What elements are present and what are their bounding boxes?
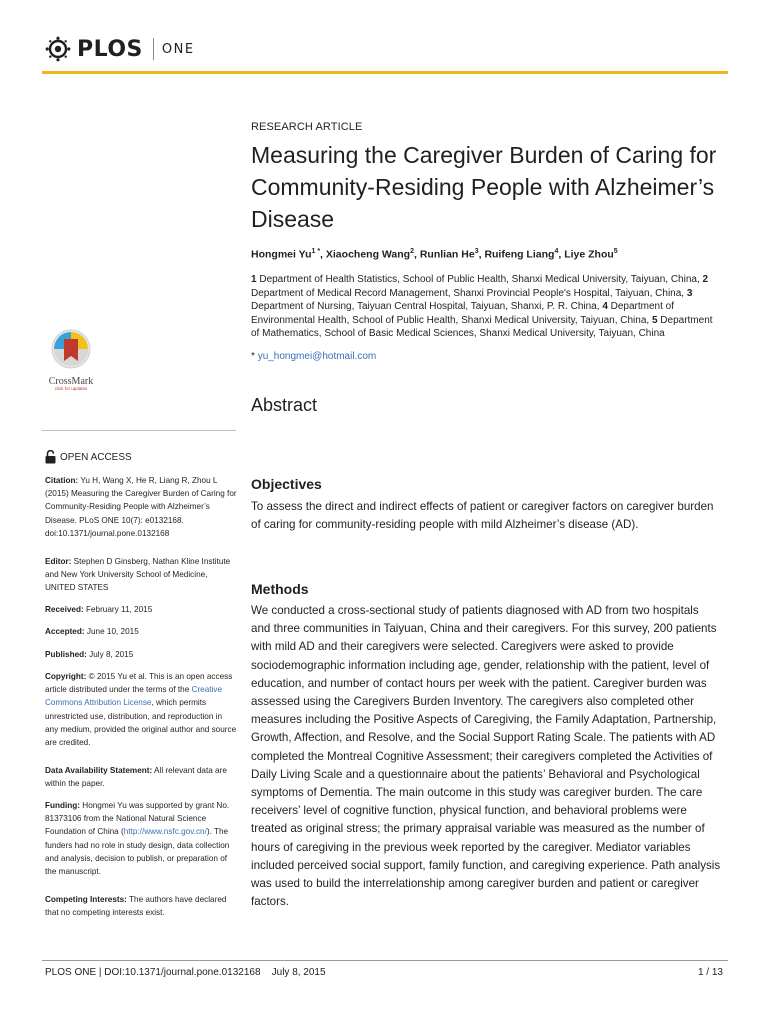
author-name[interactable]: Liye Zhou: [564, 248, 614, 261]
email-marker: *: [251, 351, 255, 362]
footer-doi: PLOS ONE | DOI:10.1371/journal.pone.0132168 July 8, 2015: [45, 967, 326, 978]
author-separator: ,: [558, 248, 565, 261]
competing-interests-label: Competing Interests:: [45, 895, 127, 904]
editor-label: Editor:: [45, 557, 72, 566]
article-type: RESEARCH ARTICLE: [251, 121, 363, 133]
copyright-text: © 2015 Yu et al. This is an open access article distributed under the terms of the: [45, 672, 233, 695]
affiliation-text: Department of Medical Record Management, Shanxi Provincial People's Hospital, Taiyuan, China,: [251, 287, 687, 299]
affiliation-number: 2: [702, 274, 709, 285]
affiliation-text: Department of Mathematics, School of Basic Medical Sciences, Shanxi Medical University, Taiyuan, China: [251, 314, 713, 340]
affiliation-text: Department of Nursing, Taiyuan Central Hospital, Taiyuan, Shanxi, P. R. China,: [251, 301, 603, 313]
objectives-text: To assess the direct and indirect effects of patient or caregiver factors on caregiver burden of caring for community-residing people with mild Alzheimer’s disease (AD).: [251, 500, 714, 532]
received-label: Received:: [45, 605, 84, 614]
plos-one-logo[interactable]: [45, 34, 195, 64]
sidebar-divider: [42, 430, 236, 431]
author-affiliation-sup: 2: [410, 248, 414, 255]
copyright-block: [45, 670, 237, 749]
author-affiliation-sup: 4: [554, 248, 559, 255]
crossmark-label: CrossMark: [48, 376, 94, 387]
accepted-block: [45, 625, 237, 638]
logo-brand-sub: ONE: [161, 41, 195, 57]
author-name[interactable]: Ruifeng Liang: [484, 248, 555, 261]
published-date: July 8, 2015: [86, 650, 134, 659]
affiliation-number: 3: [686, 287, 693, 299]
copyright-text-end: , which permits unrestricted use, distribution, and reproduction in any medium, provided the original author and source are credited.: [45, 698, 237, 748]
corresponding-email: [251, 351, 721, 362]
logo-divider: [153, 38, 154, 60]
abstract-heading: Abstract: [251, 395, 318, 415]
author-name[interactable]: Xiaocheng Wang: [325, 248, 411, 261]
author-separator: ,: [320, 248, 326, 261]
logo-brand: PLOS: [77, 36, 143, 62]
author-name[interactable]: Runlian He: [419, 248, 475, 261]
received-block: [45, 603, 237, 616]
crossmark-icon: [45, 328, 97, 370]
affiliation-number: 4: [602, 301, 608, 313]
methods-text: We conducted a cross-sectional study of patients diagnosed with AD from two hospitals and three communities in Taiyuan, China and their caregivers. For this survey, 200 patients with mild AD and their caregivers were selected. Caregivers were asked to provide sociodemographic information including age, gender, relationship with the patient, level of education, and number of contact hours per week with the patient. Caregiver burden was assessed using the Caregivers Burden Inventory. The caregivers also completed other measures including the Positive Aspects of Caregiving, the Family Adaptation, Partnership, Growth, Affection, and Resolve, and the Social Support Rating Scale. The patients with AD completed the Montreal Cognitive Assessment; their caregivers completed the Activities of Daily Living Scale and a questionnaire about the patients’ Behavioral and Psychological symptoms of Dementia. The main outcome in this study was caregiver burden. The care receivers’ level of cognitive function, physical function, and behavioral problems were treated as original stress; the primary appraisal variable was measured as the number of hours of caregiving in the previous week reported by the caregiver. Mediator variables included perceived social support, family function, and caregiving experience. Path analysis was used to build the interrelationship among caregiver burden and patient or caregiver factors.: [251, 604, 721, 909]
data-availability-label: Data Availability Statement:: [45, 766, 153, 775]
affiliation-number: 1: [251, 274, 257, 285]
crossmark-badge[interactable]: [45, 328, 97, 391]
citation-block: [45, 474, 237, 540]
author-affiliation-sup: 1 *: [311, 248, 321, 255]
objectives-heading: Objectives: [251, 476, 322, 492]
email-link[interactable]: yu_hongmei@hotmail.com: [257, 351, 377, 362]
author-list: [251, 248, 721, 261]
author-separator: ,: [414, 248, 420, 261]
received-date: February 11, 2015: [83, 605, 153, 614]
affiliation-text: Department of Environmental Health, School of Public Health, Shanxi Medical University, Taiyuan, China,: [251, 301, 675, 326]
citation-label: Citation:: [45, 476, 79, 485]
open-access: [45, 450, 132, 464]
accepted-date: June 10, 2015: [84, 627, 139, 636]
published-block: [45, 648, 237, 661]
competing-interests-block: [45, 893, 237, 919]
editor-block: [45, 555, 237, 595]
affiliations: [251, 273, 721, 341]
data-availability-text: All relevant data are within the paper.: [45, 766, 227, 789]
article-title: Measuring the Caregiver Burden of Caring for Community-Residing People with Alzheimer’s Disease: [251, 142, 717, 232]
author-affiliation-sup: 5: [613, 248, 618, 255]
data-availability-block: [45, 764, 237, 790]
citation-text: Yu H, Wang X, He R, Liang R, Zhou L (2015) Measuring the Caregiver Burden of Caring for Community-Residing People with Alzheimer’s Disease. PLoS ONE 10(7): e0132168. doi:10.1371/journal.pone.0132168: [45, 476, 237, 538]
accepted-label: Accepted:: [45, 627, 85, 636]
affiliation-text: Department of Health Statistics, School of Public Health, Shanxi Medical University, Taiyuan, China,: [256, 274, 703, 285]
affiliation-number: 5: [651, 314, 658, 326]
author-separator: ,: [478, 248, 485, 261]
license-link[interactable]: Creative Commons Attribution License: [45, 685, 223, 708]
open-lock-icon: [45, 450, 56, 464]
funding-block: [45, 799, 237, 878]
plos-logo-icon: [45, 36, 71, 62]
editor-text: Stephen D Ginsberg, Nathan Kline Institute and New York University School of Medicine, UNITED STATES: [45, 557, 231, 593]
page-number: 1 / 13: [697, 967, 723, 978]
author-name[interactable]: Hongmei Yu: [251, 248, 312, 261]
author-affiliation-sup: 3: [474, 248, 479, 255]
crossmark-sublabel: click for updates: [54, 386, 88, 391]
nsfc-link[interactable]: http://www.nsfc.gov.cn/: [123, 827, 207, 837]
open-access-label: OPEN ACCESS: [60, 451, 132, 463]
funding-text: Hongmei Yu was supported by grant No. 81373106 from the National Natural Science Foundation of China (: [45, 801, 230, 837]
header-rule: [42, 71, 728, 74]
methods-heading: Methods: [251, 581, 309, 597]
footer-rule: [42, 960, 728, 961]
competing-interests-text: The authors have declared that no competing interests exist.: [45, 895, 227, 918]
funding-text-end: ). The funders had no role in study design, data collection and analysis, decision to publish, or preparation of the manuscript.: [45, 827, 230, 877]
funding-label: Funding:: [45, 801, 81, 810]
published-label: Published:: [45, 650, 87, 659]
copyright-label: Copyright:: [45, 672, 87, 681]
